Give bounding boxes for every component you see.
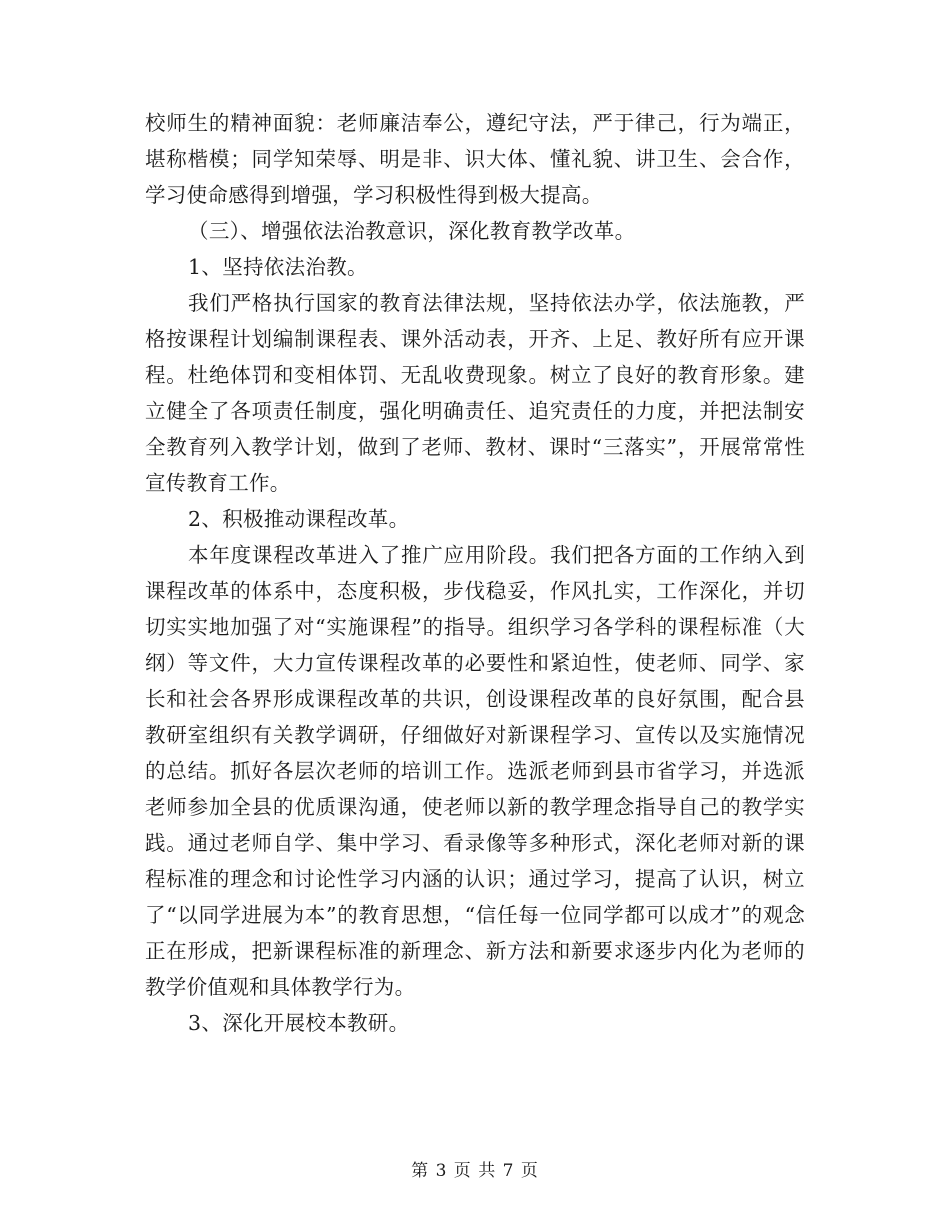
subheading-2: 2、积极推动课程改革。 bbox=[188, 507, 410, 531]
paragraph-3: 本年度课程改革进入了推广应用阶段。我们把各方面的工作纳入到课程改革的体系中，态度积极，步伐稳妥，作风扎实，工作深化，并切切实实地加强了对“实施课程”的指导。组织学习各学科的课程标准（大纲）等文件，大力宣传课程改革的必要性和紧迫性，使老师、同学、家长和社会各界形成课程改革的共识，创设课程改革的良好氛围，配合县教研室组织有关教学调研，仔细做好对新课程学习、宣传以及实施情况的总结。抓好各层次老师的培训工作。选派老师到县市省学习，并选派老师参加全县的优质课沟通，使老师以新的教学理念指导自己的教学实践。通过老师自学、集中学习、看录像等多种形式，深化老师对新的课程标准的理念和讨论性学习内涵的认识；通过学习，提高了认识，树立了“以同学进展为本”的教育思想，“信任每一位同学都可以成才”的观念正在形成，把新课程标准的新理念、新方法和新要求逐步内化为老师的教学价值观和具体教学行为。 bbox=[145, 543, 805, 999]
subheading-3: 3、深化开展校本教研。 bbox=[188, 1011, 410, 1035]
document-body bbox=[145, 105, 805, 1041]
page-footer bbox=[0, 1156, 950, 1181]
page-number: 第 3 页 共 7 页 bbox=[411, 1161, 539, 1181]
paragraph-2: 我们严格执行国家的教育法律法规，坚持依法办学，依法施教，严格按课程计划编制课程表、课外活动表，开齐、上足、教好所有应开课程。杜绝体罚和变相体罚、无乱收费现象。树立了良好的教育形象。建立健全了各项责任制度，强化明确责任、追究责任的力度，并把法制安全教育列入教学计划，做到了老师、教材、课时“三落实”，开展常常性宣传教育工作。 bbox=[145, 291, 805, 495]
section-heading-3: （三）、增强依法治教意识，深化教育教学改革。 bbox=[188, 219, 636, 243]
paragraph-1: 校师生的精神面貌：老师廉洁奉公，遵纪守法，严于律己，行为端正，堪称楷模；同学知荣辱、明是非、识大体、懂礼貌、讲卫生、会合作，学习使命感得到增强，学习积极性得到极大提高。 bbox=[145, 111, 805, 207]
subheading-1: 1、坚持依法治教。 bbox=[188, 255, 368, 279]
